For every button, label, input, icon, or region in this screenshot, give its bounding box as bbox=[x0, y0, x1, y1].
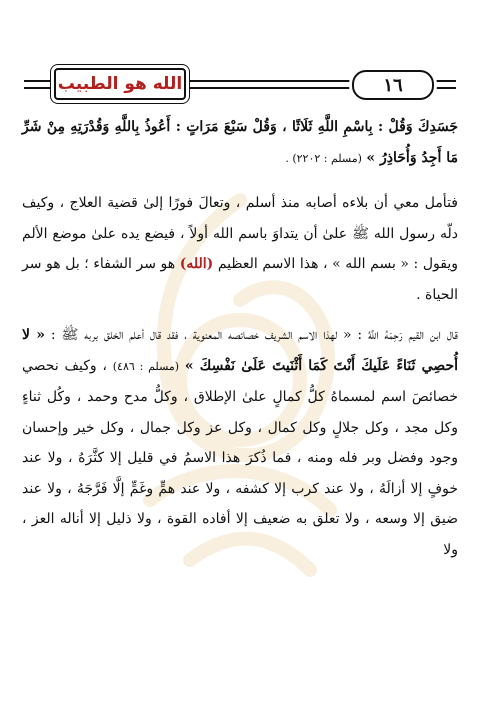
paragraph-reflection bbox=[22, 188, 458, 310]
hadith-text: جَسَدِكَ وَقُلْ : بِاسْمِ اللَّهِ ثَلَاثًا ، وَقُلْ سَبْعَ مَرَاتٍ : أَعُوذُ بِاللَّهِ وَقُدْرَتِهِ مِنْ شَرِّ مَا أَجِدُ وَأُحَاذِرُ » bbox=[22, 119, 458, 166]
paragraph-text: فتأمل معي أن بلاءه أصابه منذ أسلم ، وتعالَ فورًا إلىٰ قضية العلاج ، وكيف دلّه رسول الله ﷺ علىٰ أن يتداوَ باسم الله أولاً ، فيضع يده علىٰ موضع الألم ويقول : « بسم الله » ، هذا الاسم العظيم bbox=[22, 195, 458, 272]
paragraph-ibn-qayyim-quote bbox=[22, 320, 458, 565]
highlighted-name: (الله) bbox=[179, 256, 214, 272]
page-number-box bbox=[352, 70, 434, 100]
paragraph-text: ، وكيف نحصي خصائصَ اسم لمسماهُ كلُّ كمالٍ علىٰ الإطلاق ، وكلُّ مدح وحمد ، وكُل ثناءٍ وكل مجد ، وكل جلالٍ وكل كمال ، وكل عز وكل جمال ، وكل خير وإحسان وجود وفضل وبر فله ومنه ، فما ذُكرَ هذا الاسمُ في قليل إلا كثَّرَهُ ، ولا عند خوفٍ إلا أزالَهُ ، ولا عند كرب إلا كشفه ، ولا عند همٍّ وغَمٍّ إلَّا فَرَّجَهُ ، ولا عند ضيق إلا وسعه ، ولا تعلق به ضعيف إلا أفاده القوة ، ولا ذليل إلا أناله العز ، ولا bbox=[22, 357, 458, 558]
citation: (مسلم : ٤٨٦) bbox=[112, 359, 180, 373]
paragraph-text: قال ابن القيم رَحِمَهُ اللَّهُ : « لهذا الاسم الشريف خصائصه المعنوية ، فقد قال أعلم الخلق بربه ﷺ : bbox=[50, 327, 458, 343]
page-number: ١٦ bbox=[383, 74, 403, 96]
title-box bbox=[54, 68, 186, 100]
citation: (مسلم : ٢٢٠٢) . bbox=[285, 151, 362, 165]
hadith-quote: « لا أُحصِي ثَنَاءً عَلَيكَ أَنْتَ كَمَا أَثْنَيتَ عَلَىٰ نَفْسِكَ » bbox=[22, 327, 458, 374]
paragraph-text: هو سر الشفاء ؛ بل هو سر الحياة . bbox=[22, 256, 458, 303]
paragraph-hadith-continuation bbox=[22, 112, 458, 174]
page-body bbox=[22, 112, 458, 565]
running-title: الله هو الطبيب bbox=[57, 74, 183, 94]
page-header bbox=[24, 62, 456, 102]
